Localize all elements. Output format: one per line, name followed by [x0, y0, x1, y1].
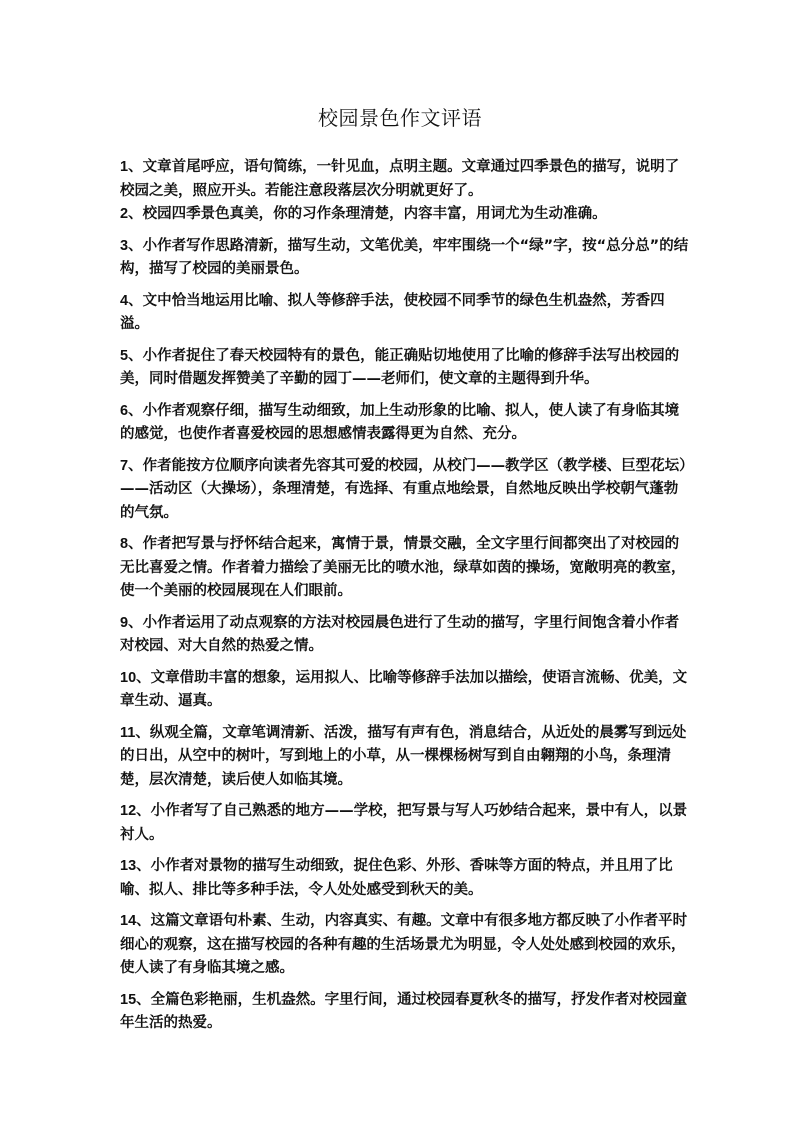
comment-item: [120, 400, 692, 447]
comment-number: 1: [120, 159, 129, 175]
comment-text: 、小作者写了自己熟悉的地方——学校，把写景与写人巧妙结合起来，景中有人，以景衬人。: [120, 803, 688, 843]
comment-number: 7: [120, 457, 129, 474]
comment-text: 、小作者观察仔细，描写生动细致，加上生动形象的比喻、拟人，使人读了有身临其境的感觉，也使作者喜爱校园的思想感情表露得更为自然、充分。: [120, 402, 680, 442]
comment-item: [120, 290, 692, 337]
comment-text: 、文章首尾呼应，语句简练，一针见血，点明主题。文章通过四季景色的描写，说明了校园之美，照应开头。若能注意段落层次分明就更好了。: [120, 159, 680, 199]
comment-text: 、校园四季景色真美，你的习作条理清楚，内容丰富，用词尤为生动准确。: [128, 206, 607, 222]
comment-item: [120, 722, 692, 793]
comment-text: 、小作者写作思路清新，描写生动，文笔优美，牢牢围绕一个“绿”字，按“总分总”的结构，描写了校园的美丽景色。: [120, 237, 689, 277]
comment-item: [120, 910, 692, 981]
comment-list: [120, 156, 692, 1044]
comment-item: [120, 667, 692, 714]
comment-text: 、作者把写景与抒怀结合起来，寓情于景，情景交融，全文字里行间都突出了对校园的无比喜爱之情。作者着力描绘了美丽无比的喷水池，绿草如茵的操场，宽敞明亮的教室，使一个美丽的校园展现在人们眼前。: [120, 536, 686, 599]
comment-text: 、小作者对景物的描写生动细致，捉住色彩、外形、香味等方面的特点，并且用了比喻、拟人、排比等多种手法，令人处处感受到秋天的美。: [120, 858, 673, 898]
comment-number: 6: [120, 402, 129, 419]
comment-item: [120, 533, 692, 604]
comment-number: 3: [120, 237, 129, 254]
comment-number: 9: [120, 614, 129, 631]
comment-item: [120, 800, 692, 847]
comment-text: 、作者能按方位顺序向读者先容其可爱的校园，从校门——教学区（教学楼、巨型花坛）——活动区（大操场），条理清楚，有选择、有重点地绘景，自然地反映出学校朝气蓬勃的气氛。: [120, 457, 687, 521]
comment-number: 4: [120, 292, 129, 309]
comment-number: 2: [120, 206, 129, 222]
comment-number: 15: [120, 991, 137, 1008]
comment-number: 11: [120, 724, 136, 741]
comment-item: [120, 612, 692, 659]
document-title: 校园景色作文评语: [318, 106, 482, 130]
comment-number: 5: [120, 347, 129, 364]
comment-item: [120, 235, 692, 282]
comment-number: 10: [120, 669, 137, 686]
comment-text: 、小作者运用了动点观察的方法对校园晨色进行了生动的描写，字里行间饱含着小作者对校园、对大自然的热爱之情。: [120, 614, 680, 654]
comment-item: [120, 203, 692, 227]
comment-item: [120, 455, 692, 526]
comment-number: 8: [120, 536, 129, 552]
comment-number: 13: [120, 858, 137, 874]
comment-item: [120, 989, 692, 1036]
comment-text: 、纵观全篇，文章笔调清新、活泼，描写有声有色，消息结合，从近处的晨雾写到远处的日出，从空中的树叶，写到地上的小草，从一棵棵杨树写到自由翱翔的小鸟，条理清楚，层次清楚，读后使人如临其境。: [120, 724, 687, 788]
comment-text: 、小作者捉住了春天校园特有的景色，能正确贴切地使用了比喻的修辞手法写出校园的美，同时借题发挥赞美了辛勤的园丁——老师们，使文章的主题得到升华。: [120, 347, 680, 387]
comment-item: [120, 855, 692, 902]
comment-item: [120, 156, 692, 203]
comment-item: [120, 345, 692, 392]
comment-text: 、这篇文章语句朴素、生动，内容真实、有趣。文章中有很多地方都反映了小作者平时细心的观察，这在描写校园的各种有趣的生活场景尤为明显，令人处处感到校园的欢乐，使人读了有身临其境之感。: [120, 913, 688, 976]
comment-text: 、文中恰当地运用比喻、拟人等修辞手法，使校园不同季节的绿色生机盎然，芳香四溢。: [120, 292, 665, 332]
comment-text: 、全篇色彩艳丽，生机盎然。字里行间，通过校园春夏秋冬的描写，抒发作者对校园童年生活的热爱。: [120, 991, 688, 1031]
comment-text: 、文章借助丰富的想象，运用拟人、比喻等修辞手法加以描绘，使语言流畅、优美，文章生动、逼真。: [120, 669, 688, 709]
comment-number: 12: [120, 803, 137, 819]
comment-number: 14: [120, 913, 137, 929]
